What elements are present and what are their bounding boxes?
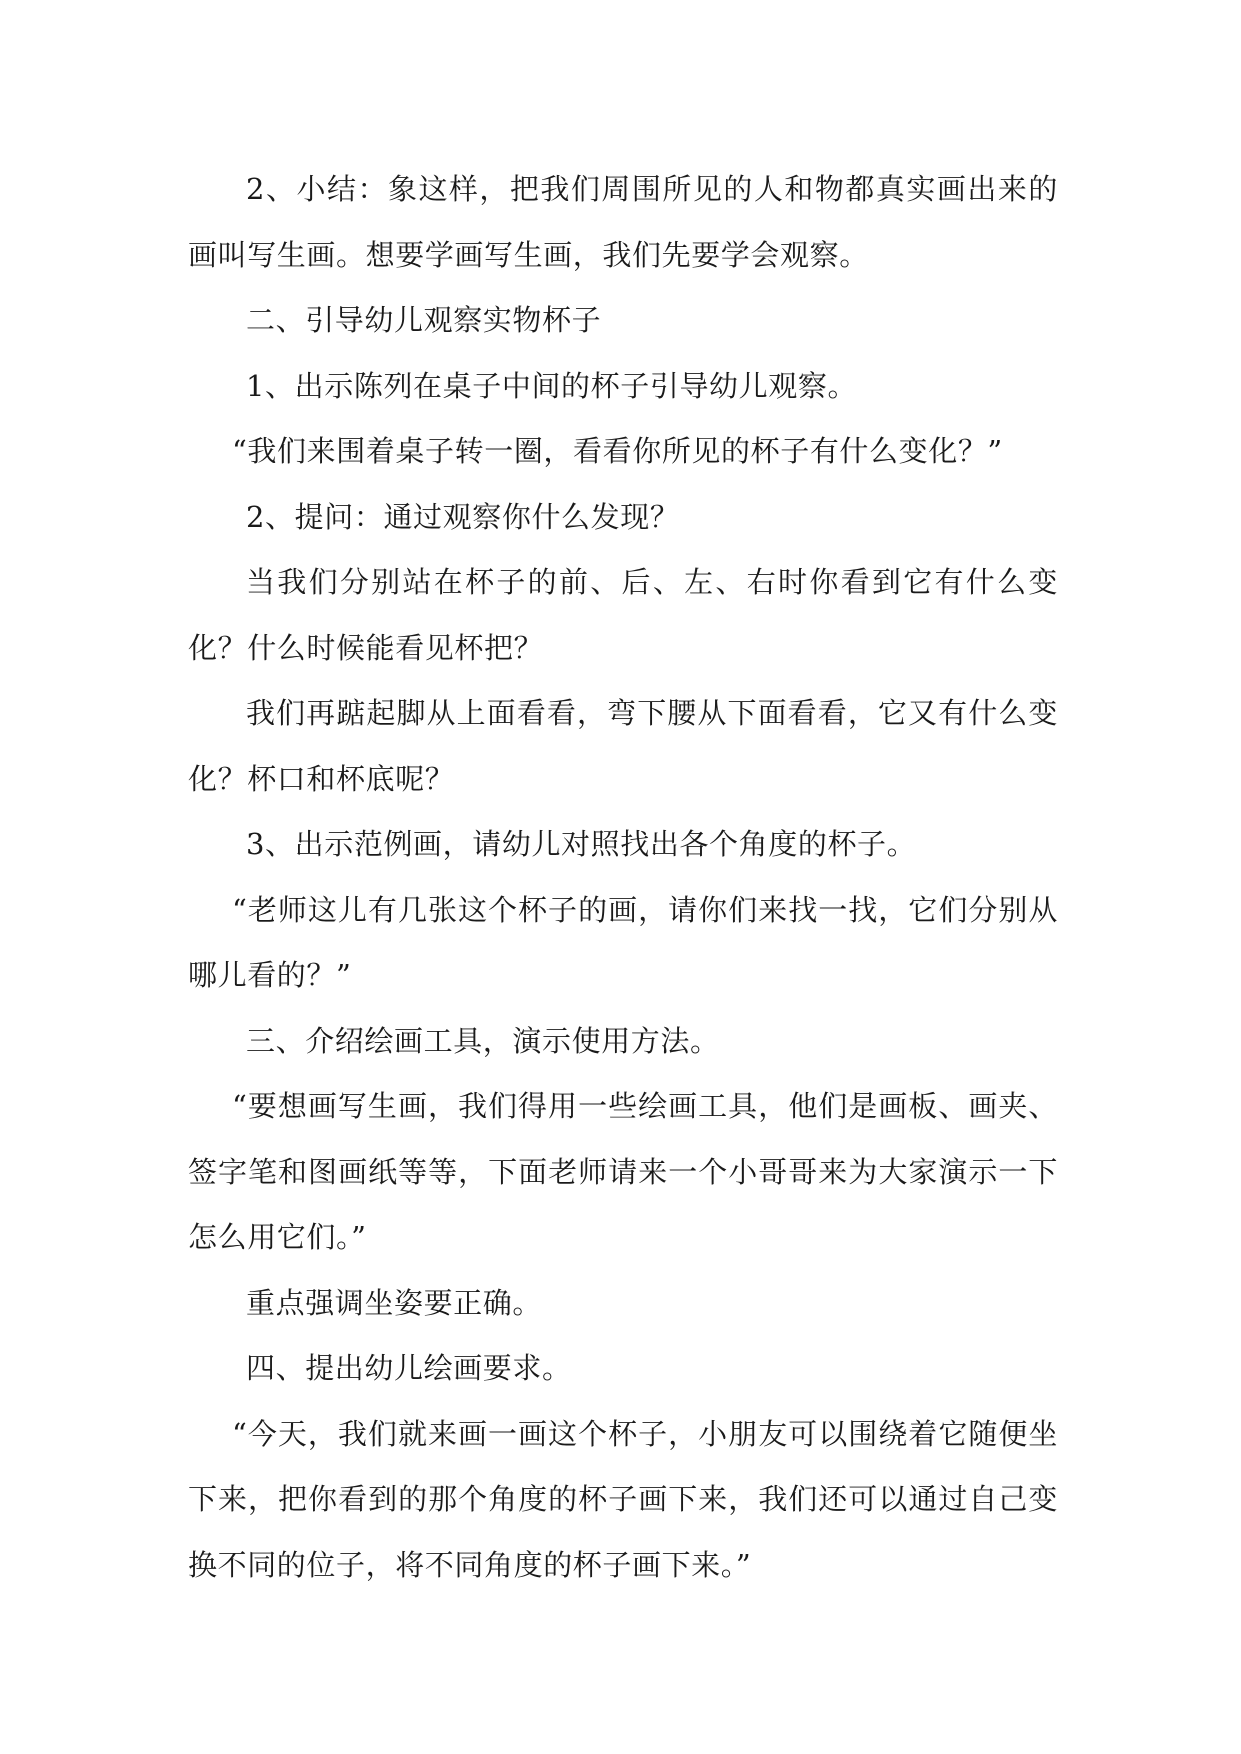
paragraph-step-3: 3、出示范例画，请幼儿对照找出各个角度的杯子。 xyxy=(246,827,917,861)
paragraph-quote-2: “老师这儿有几张这个杯子的画，请你们来找一找，它们分别从哪儿看的？” xyxy=(188,892,1058,992)
document-body xyxy=(188,157,1058,1598)
section-heading-2: 二、引导幼儿观察实物杯子 xyxy=(246,303,602,337)
section-heading-3: 三、介绍绘画工具，演示使用方法。 xyxy=(246,1023,720,1058)
paragraph-observe-sides: 当我们分别站在杯子的前、后、左、右时你看到它有什么变化？什么时候能看见杯把？ xyxy=(188,565,1058,665)
paragraph-step-1: 1、出示陈列在桌子中间的杯子引导幼儿观察。 xyxy=(246,368,858,403)
paragraph-quote-1: “我们来围着桌子转一圈，看看你所见的杯子有什么变化？” xyxy=(232,434,1003,468)
paragraph-observe-top-bottom: 我们再踮起脚从上面看看，弯下腰从下面看看，它又有什么变化？杯口和杯底呢？ xyxy=(188,696,1058,796)
section-heading-4: 四、提出幼儿绘画要求。 xyxy=(246,1351,572,1385)
paragraph-question: 2、提问：通过观察你什么发现？ xyxy=(246,499,680,534)
paragraph-quote-3: “要想画写生画，我们得用一些绘画工具，他们是画板、画夹、签字笔和图画纸等等，下面老师请来一个小哥哥来为大家演示一下怎么用它们。” xyxy=(188,1089,1058,1254)
paragraph-quote-4: “今天，我们就来画一画这个杯子，小朋友可以围绕着它随便坐下来，把你看到的那个角度的杯子画下来，我们还可以通过自己变换不同的位子，将不同角度的杯子画下来。” xyxy=(188,1416,1058,1582)
paragraph-emphasis: 重点强调坐姿要正确。 xyxy=(246,1285,543,1320)
paragraph-summary: 2、小结：象这样，把我们周围所见的人和物都真实画出来的画叫写生画。想要学画写生画，我们先要学会观察。 xyxy=(188,172,1058,272)
